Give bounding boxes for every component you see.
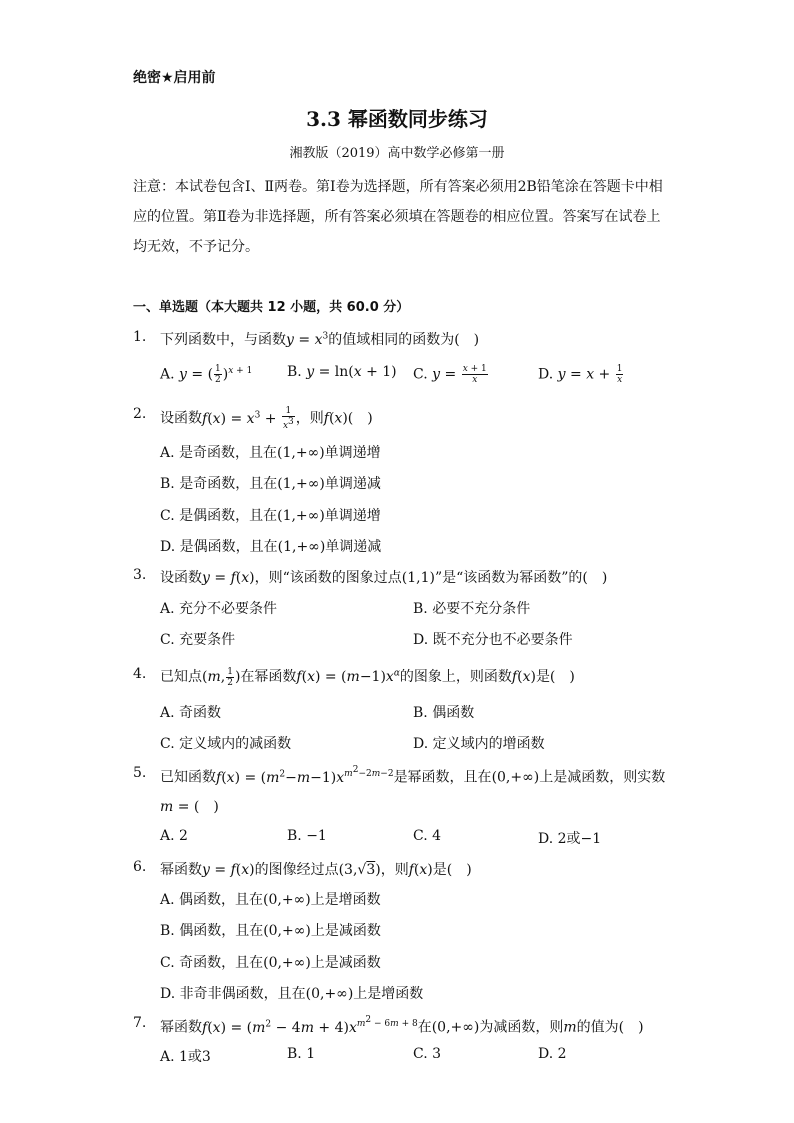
formula: f(x) xyxy=(408,862,433,878)
question-stem: 已知点(m, $\frac{1}{2}$ )在幂函数$f(x) = (m-1)x^\alpha$的图象上，则函数f(x)是( ) xyxy=(160,666,575,688)
question-stem: 幂函数y = f(x)的图像经过点(3,√3)，则f(x)是( ) xyxy=(160,862,472,878)
formula: (m, $\frac{1}{2}$ ) xyxy=(202,666,241,688)
option-a[interactable]: A. 奇函数 xyxy=(160,705,222,721)
option-a[interactable]: A. 偶函数，且在(0,+∞)上是增函数 xyxy=(160,892,381,908)
option-d[interactable]: D. 既不充分也不必要条件 xyxy=(413,632,573,648)
question-number: 2. xyxy=(133,406,147,422)
option-d[interactable]: D. 定义域内的增函数 xyxy=(413,736,545,752)
exam-instructions: 注意：本试卷包含Ⅰ、Ⅱ两卷。第Ⅰ卷为选择题，所有答案必须用2B铅笔涂在答题卡中相应的位置。第Ⅱ卷为非选择题，所有答案必须填在答题卷的相应位置。答案写在试卷上均无效，不予记分。 xyxy=(133,179,663,255)
option-a[interactable]: A. 是奇函数，且在(1,+∞)单调递增 xyxy=(160,445,381,461)
option-d[interactable]: D. 非奇非偶函数，且在(0,+∞)上是增函数 xyxy=(160,986,424,1002)
formula: $f(x) = x^3$ + $\frac{1}{x^3}$ xyxy=(202,406,294,431)
question-stem: 幂函数$f(x) = (m^2 - 4m + 4)x^{m^2 - 6m + 8}$在(0,+∞)为减函数，则m的值为( ) xyxy=(160,1015,644,1036)
option-b[interactable]: B. y = ln(x + 1) xyxy=(287,364,397,380)
question-stem: 下列函数中，与函数$y = x^3$的值域相同的函数为( ) xyxy=(160,331,480,348)
formula: (3,√3) xyxy=(338,862,381,878)
formula: y = f(x) xyxy=(202,570,255,586)
question-number: 4. xyxy=(133,666,147,682)
question-number: 5. xyxy=(133,765,147,781)
question-stem: 设函数y = f(x)，则“该函数的图象过点(1,1)”是“该函数为幂函数”的( ) xyxy=(160,570,608,586)
question-stem: 已知函数$f(x) = (m^2-m-1)x^{m^2-2m-2}$是幂函数，且在(0,+∞)上是减函数，则实数 xyxy=(160,765,666,786)
option-a[interactable]: A. 充分不必要条件 xyxy=(160,601,278,617)
question-number: 1. xyxy=(133,329,147,345)
formula: y = f(x) xyxy=(202,862,255,878)
option-a[interactable]: A. 2 xyxy=(160,828,188,844)
formula: m = xyxy=(160,799,194,815)
option-d[interactable]: D. 是偶函数，且在(1,+∞)单调递减 xyxy=(160,539,382,555)
option-c[interactable]: C. 充要条件 xyxy=(160,632,236,648)
option-c[interactable]: C. 4 xyxy=(413,828,442,844)
option-b[interactable]: B. 1 xyxy=(287,1046,316,1062)
formula: m xyxy=(563,1019,577,1036)
option-b[interactable]: B. 偶函数 xyxy=(413,705,475,721)
formula: f(x) xyxy=(323,410,348,427)
option-c[interactable]: C. 定义域内的减函数 xyxy=(160,736,292,752)
question-number: 7. xyxy=(133,1015,147,1031)
option-d[interactable]: D. 2或−1 xyxy=(538,831,602,847)
option-c[interactable]: C. y = $\frac{x + 1}{x}$ xyxy=(413,364,487,385)
formula: $y = x^3$ xyxy=(286,331,329,348)
option-c[interactable]: C. 3 xyxy=(413,1046,442,1062)
formula: $f(x) = (m^2-m-1)x^{m^2-2m-2}$ xyxy=(216,765,394,786)
option-b[interactable]: B. 必要不充分条件 xyxy=(413,601,531,617)
secret-label: 绝密★启用前 xyxy=(133,70,216,86)
option-a[interactable]: A. 1或3 xyxy=(160,1049,211,1065)
option-c[interactable]: C. 奇函数，且在(0,+∞)上是减函数 xyxy=(160,955,381,971)
section-title: 一、单选题（本大题共 12 小题，共 60.0 分） xyxy=(133,300,410,315)
option-d[interactable]: D. y = x + $\frac{1}{x}$ xyxy=(538,364,623,385)
option-b[interactable]: B. 偶函数，且在(0,+∞)上是减函数 xyxy=(160,923,381,939)
page-subtitle: 湘教版（2019）高中数学必修第一册 xyxy=(289,146,505,161)
formula: $f(x) = (m-1)x^\alpha$ xyxy=(296,668,400,685)
question-stem: 设函数$f(x) = x^3$ + $\frac{1}{x^3}$ ，则f(x)( ) xyxy=(160,406,373,431)
question-stem-line2: m = ( ) xyxy=(160,799,219,815)
page-title: 3.3 幂函数同步练习 xyxy=(306,107,488,131)
option-b[interactable]: B. 是奇函数，且在(1,+∞)单调递减 xyxy=(160,476,381,492)
question-number: 6. xyxy=(133,859,147,875)
option-c[interactable]: C. 是偶函数，且在(1,+∞)单调递增 xyxy=(160,508,381,524)
formula: $f(x) = (m^2 - 4m + 4)x^{m^2 - 6m + 8}$ xyxy=(202,1015,418,1036)
formula: f(x) xyxy=(511,669,536,685)
formula: (0,+∞) xyxy=(491,769,540,786)
option-d[interactable]: D. 2 xyxy=(538,1046,567,1062)
option-b[interactable]: B. −1 xyxy=(287,828,327,844)
option-a[interactable]: A. y = ( $\frac{1}{2}$ )$^{x + 1}$ xyxy=(160,364,253,385)
question-number: 3. xyxy=(133,567,147,583)
